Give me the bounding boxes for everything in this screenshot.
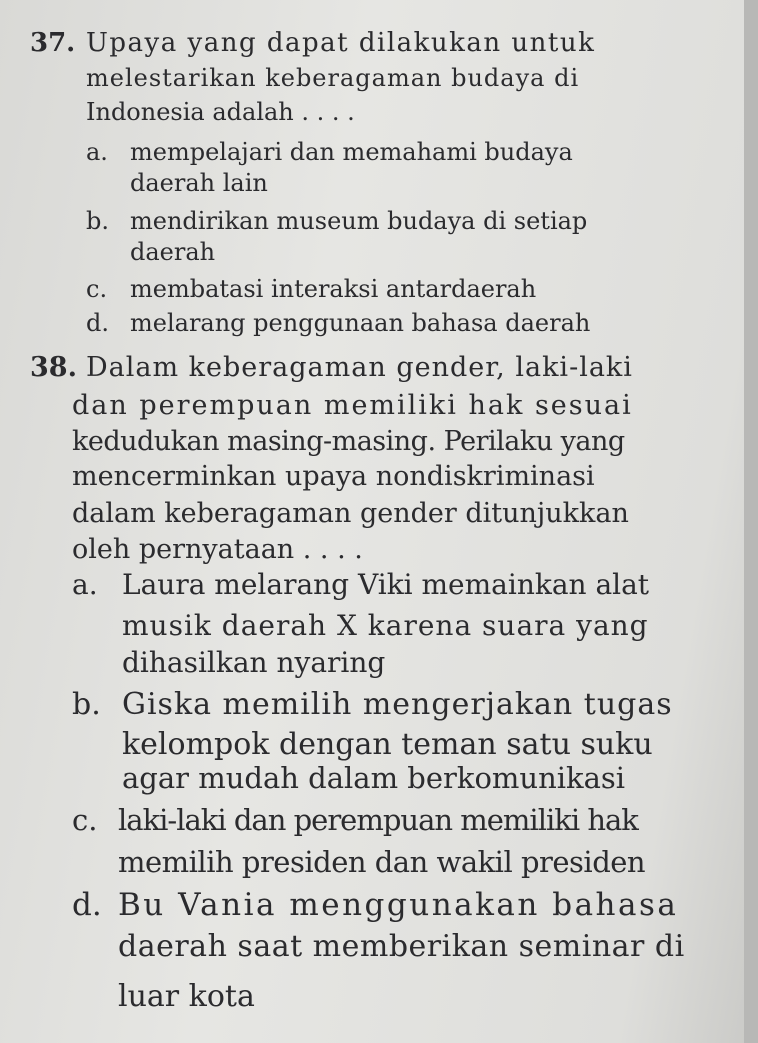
option-letter: d.	[86, 309, 109, 337]
option-text: agar mudah dalam berkomunikasi	[122, 761, 626, 795]
option-letter: c.	[72, 803, 98, 837]
option-letter: b.	[86, 207, 109, 235]
question-stem-line: dan perempuan memiliki hak sesuai	[72, 390, 633, 421]
question-stem-line: Indonesia adalah . . . .	[86, 98, 355, 126]
question-stem-line: Dalam keberagaman gender, laki-laki	[86, 352, 633, 383]
page-edge	[744, 0, 758, 1043]
question-stem-line: oleh pernyataan . . . .	[72, 534, 363, 565]
option-letter: d.	[72, 887, 102, 923]
option-text: kelompok dengan teman satu suku	[122, 727, 653, 762]
option-text: daerah saat memberikan seminar di	[118, 929, 685, 964]
question-number: 37.	[30, 28, 76, 58]
question-stem-line: dalam keberagaman gender ditunjukkan	[72, 498, 629, 529]
option-text: Laura melarang Viki memainkan alat	[122, 568, 650, 601]
option-text: daerah lain	[130, 169, 268, 197]
option-text: melarang penggunaan bahasa daerah	[130, 309, 591, 337]
question-stem-line: melestarikan keberagaman budaya di	[86, 64, 580, 92]
question-number: 38.	[30, 352, 77, 383]
option-text: dihasilkan nyaring	[122, 646, 386, 679]
option-letter: b.	[72, 687, 101, 722]
option-letter: c.	[86, 275, 108, 303]
option-text: laki-laki dan perempuan memiliki hak	[118, 803, 638, 837]
option-text: Bu Vania menggunakan bahasa	[118, 887, 679, 923]
option-text: daerah	[130, 238, 216, 266]
option-text: Giska memilih mengerjakan tugas	[122, 687, 673, 722]
option-letter: a.	[72, 568, 98, 601]
option-text: luar kota	[118, 979, 255, 1014]
option-letter: a.	[86, 138, 108, 166]
option-text: musik daerah X karena suara yang	[122, 609, 649, 642]
option-text: memilih presiden dan wakil presiden	[118, 845, 646, 879]
question-stem-line: kedudukan masing-masing. Perilaku yang	[72, 426, 625, 457]
option-text: mempelajari dan memahami budaya	[130, 138, 573, 166]
question-stem-line: Upaya yang dapat dilakukan untuk	[86, 28, 596, 58]
option-text: membatasi interaksi antardaerah	[130, 275, 537, 303]
option-text: mendirikan museum budaya di setiap	[130, 207, 588, 235]
question-stem-line: mencerminkan upaya nondiskriminasi	[72, 461, 595, 492]
